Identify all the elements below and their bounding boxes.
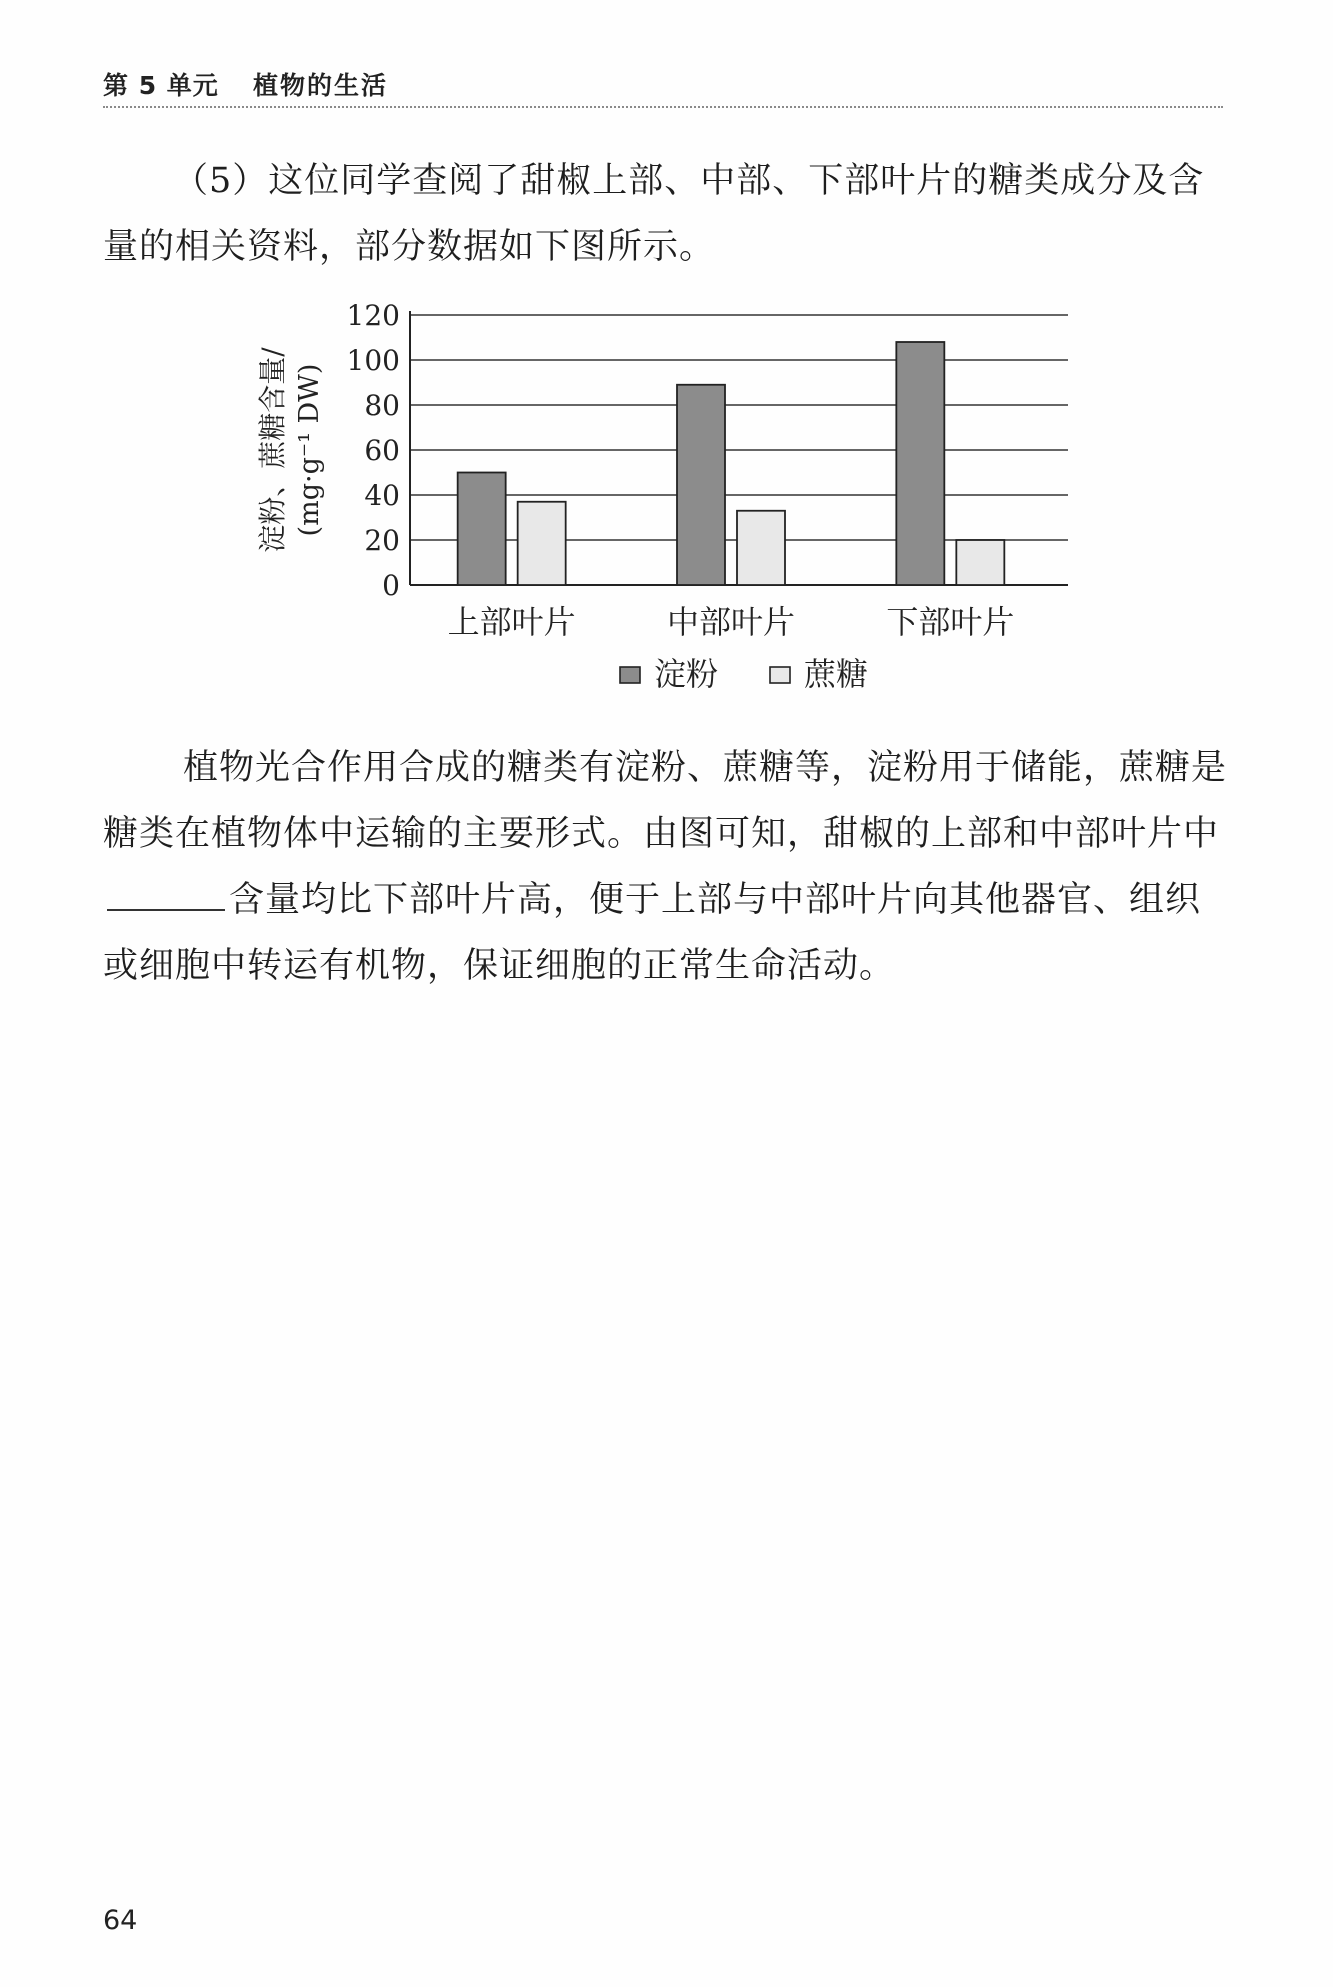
y-tick-label: 100 — [346, 344, 400, 377]
question-paragraph: （5）这位同学查阅了甜椒上部、中部、下部叶片的糖类成分及含量的相关资料，部分数据如下图所示。 — [103, 161, 1205, 267]
y-tick-label: 120 — [346, 299, 400, 332]
y-tick-label: 40 — [364, 479, 400, 512]
bar-sucrose — [956, 540, 1004, 585]
x-tick-label: 下部叶片 — [886, 603, 1015, 641]
y-axis-unit-label: (mg·g⁻¹ DW) — [294, 363, 325, 537]
page-header — [103, 64, 1223, 108]
y-tick-label: 60 — [364, 434, 400, 467]
y-tick-label: 80 — [364, 389, 400, 422]
bar-starch — [677, 385, 725, 585]
legend-swatch-starch — [620, 667, 640, 683]
legend-label-sucrose: 蔗糖 — [804, 655, 869, 693]
y-tick-label: 0 — [382, 569, 400, 602]
bar-chart — [240, 285, 1100, 705]
x-tick-label: 上部叶片 — [447, 603, 576, 641]
y-axis-label: 淀粉、蔗糖含量/ — [256, 347, 289, 553]
explanation-text-after-blank: 含量均比下部叶片高，便于上部与中部叶片向其他器官、组织或细胞中转运有机物，保证细胞的正常生命活动。 — [103, 880, 1202, 986]
x-tick-label: 中部叶片 — [666, 603, 796, 641]
bar-starch — [458, 473, 506, 586]
unit-label: 第 5 单元 — [103, 71, 219, 100]
legend-swatch-sucrose — [770, 667, 790, 683]
bar-sucrose — [737, 511, 785, 585]
explanation-paragraph — [103, 735, 1233, 999]
bar-chart-svg — [240, 285, 1100, 705]
page-number: 64 — [103, 1905, 138, 1936]
bar-starch — [896, 342, 944, 585]
bar-sucrose — [518, 502, 566, 585]
explanation-text-before-blank: 植物光合作用合成的糖类有淀粉、蔗糖等，淀粉用于储能，蔗糖是糖类在植物体中运输的主要形式。由图可知，甜椒的上部和中部叶片中 — [103, 748, 1228, 854]
unit-title: 植物的生活 — [253, 71, 389, 100]
legend-label-starch: 淀粉 — [654, 655, 719, 693]
y-tick-label: 20 — [364, 524, 400, 557]
answer-blank[interactable] — [107, 879, 225, 911]
